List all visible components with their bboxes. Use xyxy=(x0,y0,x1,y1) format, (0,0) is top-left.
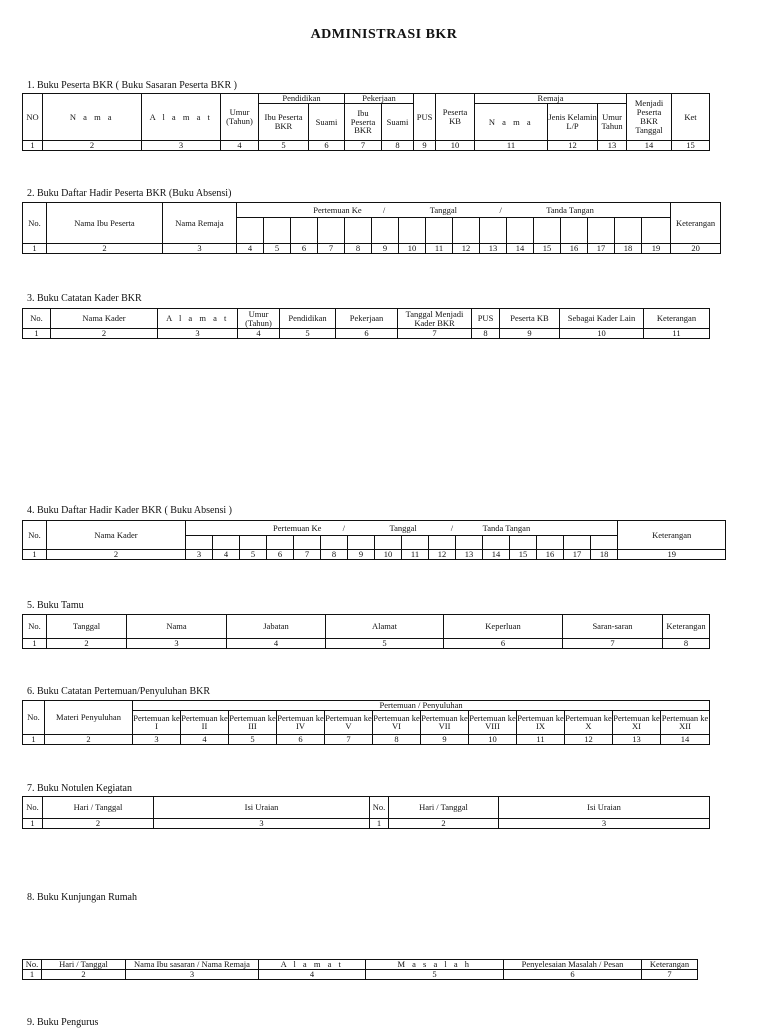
col-remaja: Remaja xyxy=(475,94,627,104)
col-nama: Nama xyxy=(127,615,227,639)
blank-cell xyxy=(642,218,671,244)
col-nama-kader: Nama Kader xyxy=(47,521,186,550)
col-pertemuan: Pertemuan ke VI xyxy=(373,710,421,734)
num-cell: 19 xyxy=(618,550,726,560)
col-no: No. xyxy=(23,203,47,244)
num-cell: 11 xyxy=(426,244,453,254)
col-pertemuan: Pertemuan ke IX xyxy=(517,710,565,734)
num-cell: 9 xyxy=(421,734,469,744)
num-cell: 9 xyxy=(372,244,399,254)
col-alamat: A l a m a t xyxy=(142,94,221,141)
num-cell: 3 xyxy=(142,141,221,151)
num-cell: 2 xyxy=(45,734,133,744)
num-cell: 19 xyxy=(642,244,671,254)
col-nama-ibu: Nama Ibu Peserta xyxy=(47,203,163,244)
col-hari-tanggal: Hari / Tanggal xyxy=(42,960,126,970)
blank-cell xyxy=(588,218,615,244)
num-cell: 2 xyxy=(389,819,499,829)
col-kader-lain: Sebagai Kader Lain xyxy=(560,309,644,329)
num-cell: 1 xyxy=(23,734,45,744)
col-pertemuan-group: Pertemuan / Penyuluhan xyxy=(133,701,710,711)
num-cell: 2 xyxy=(47,244,163,254)
col-ket: Ket xyxy=(672,94,710,141)
num-cell: 11 xyxy=(402,550,429,560)
section-2-caption: 2. Buku Daftar Hadir Peserta BKR (Buku Absensi) xyxy=(27,188,232,199)
number-row xyxy=(23,141,710,151)
num-cell: 5 xyxy=(240,550,267,560)
col-jabatan: Jabatan xyxy=(227,615,326,639)
section-5-caption: 5. Buku Tamu xyxy=(27,600,84,611)
col-ibu-peserta-2: Ibu Peserta BKR xyxy=(345,104,382,141)
num-cell: 8 xyxy=(373,734,421,744)
num-cell: 2 xyxy=(43,141,142,151)
num-cell: 3 xyxy=(127,639,227,649)
num-cell: 17 xyxy=(564,550,591,560)
num-cell: 4 xyxy=(238,329,280,339)
col-suami: Suami xyxy=(309,104,345,141)
num-cell: 20 xyxy=(671,244,721,254)
num-cell: 8 xyxy=(345,244,372,254)
col-umur: Umur (Tahun) xyxy=(238,309,280,329)
num-cell: 13 xyxy=(613,734,661,744)
num-cell: 10 xyxy=(560,329,644,339)
num-cell: 7 xyxy=(294,550,321,560)
blank-cell xyxy=(402,536,429,550)
col-pus: PUS xyxy=(472,309,500,329)
col-remaja-nama: N a m a xyxy=(475,104,548,141)
section-6-caption: 6. Buku Catatan Pertemuan/Penyuluhan BKR xyxy=(27,686,211,697)
num-cell: 1 xyxy=(23,329,51,339)
blank-cell xyxy=(510,536,537,550)
section-1-caption: 1. Buku Peserta BKR ( Buku Sasaran Peserta BKR ) xyxy=(27,80,237,91)
num-cell: 11 xyxy=(475,141,548,151)
blank-cell xyxy=(294,536,321,550)
col-no: No. xyxy=(23,701,45,735)
number-row xyxy=(23,329,710,339)
col-menjadi-peserta: Menjadi Peserta BKR Tanggal xyxy=(627,94,672,141)
col-pertemuan: Pertemuan ke III xyxy=(229,710,277,734)
blank-cell xyxy=(429,536,456,550)
num-cell: 14 xyxy=(507,244,534,254)
catatan-kader-table xyxy=(22,308,710,339)
section-3-caption: 3. Buku Catatan Kader BKR xyxy=(27,293,142,304)
col-keterangan: Keterangan xyxy=(642,960,698,970)
col-materi: Materi Penyuluhan xyxy=(45,701,133,735)
col-nama-kader: Nama Kader xyxy=(51,309,158,329)
blank-cell xyxy=(321,536,348,550)
col-pertemuan: Pertemuan ke IV xyxy=(277,710,325,734)
col-pertemuan: Pertemuan ke I xyxy=(133,710,181,734)
num-cell: 9 xyxy=(348,550,375,560)
num-cell: 15 xyxy=(534,244,561,254)
num-cell: 12 xyxy=(548,141,598,151)
col-pertemuan: Pertemuan ke VIII xyxy=(469,710,517,734)
num-cell: 4 xyxy=(259,970,366,980)
col-hari-tanggal-2: Hari / Tanggal xyxy=(389,797,499,819)
section-7-caption: 7. Buku Notulen Kegiatan xyxy=(27,783,132,794)
blank-cell xyxy=(267,536,294,550)
number-row xyxy=(23,550,726,560)
col-pertemuan: Pertemuan ke II xyxy=(181,710,229,734)
number-row xyxy=(23,970,698,980)
num-cell: 10 xyxy=(375,550,402,560)
num-cell: 4 xyxy=(181,734,229,744)
num-cell: 1 xyxy=(23,550,47,560)
num-cell: 10 xyxy=(399,244,426,254)
num-cell: 1 xyxy=(23,141,43,151)
number-row xyxy=(23,734,710,744)
num-cell: 3 xyxy=(186,550,213,560)
col-saran: Saran-saran xyxy=(563,615,663,639)
catatan-pertemuan-table xyxy=(22,700,710,745)
num-cell: 8 xyxy=(321,550,348,560)
num-cell: 5 xyxy=(229,734,277,744)
num-cell: 1 xyxy=(23,244,47,254)
num-cell: 15 xyxy=(672,141,710,151)
num-cell: 2 xyxy=(42,970,126,980)
num-cell: 2 xyxy=(43,819,154,829)
num-cell: 15 xyxy=(510,550,537,560)
blank-cell xyxy=(291,218,318,244)
col-pertemuan-tanggal-ttd: Pertemuan Ke / Tanggal / Tanda Tangan xyxy=(186,521,618,536)
notulen-table xyxy=(22,796,710,829)
num-cell: 3 xyxy=(158,329,238,339)
num-cell: 5 xyxy=(259,141,309,151)
num-cell: 16 xyxy=(537,550,564,560)
section-4-caption: 4. Buku Daftar Hadir Kader BKR ( Buku Absensi ) xyxy=(27,505,232,516)
num-cell: 7 xyxy=(642,970,698,980)
blank-cell xyxy=(483,536,510,550)
num-cell: 2 xyxy=(47,639,127,649)
col-jenis-kelamin: Jenis Kelamin L/P xyxy=(548,104,598,141)
col-pertemuan: Pertemuan ke X xyxy=(565,710,613,734)
col-pertemuan: Pertemuan ke VII xyxy=(421,710,469,734)
num-cell: 7 xyxy=(563,639,663,649)
num-cell: 14 xyxy=(627,141,672,151)
num-cell: 12 xyxy=(429,550,456,560)
col-pendidikan: Pendidikan xyxy=(280,309,336,329)
num-cell: 2 xyxy=(51,329,158,339)
num-cell: 7 xyxy=(345,141,382,151)
col-keterangan: Keterangan xyxy=(663,615,710,639)
num-cell: 16 xyxy=(561,244,588,254)
col-nama-ibu-remaja: Nama Ibu sasaran / Nama Remaja xyxy=(126,960,259,970)
blank-cell xyxy=(372,218,399,244)
col-alamat: Alamat xyxy=(326,615,444,639)
num-cell: 3 xyxy=(126,970,259,980)
num-cell: 13 xyxy=(598,141,627,151)
col-no: No. xyxy=(23,797,43,819)
num-cell: 1 xyxy=(23,819,43,829)
daftar-hadir-peserta-table xyxy=(22,202,721,254)
col-keterangan: Keterangan xyxy=(644,309,710,329)
num-cell: 9 xyxy=(414,141,436,151)
col-masalah: M a s a l a h xyxy=(366,960,504,970)
num-cell: 1 xyxy=(370,819,389,829)
col-keterangan: Keterangan xyxy=(618,521,726,550)
num-cell: 3 xyxy=(154,819,370,829)
num-cell: 7 xyxy=(318,244,345,254)
col-pendidikan: Pendidikan xyxy=(259,94,345,104)
number-row xyxy=(23,244,721,254)
num-cell: 4 xyxy=(221,141,259,151)
blank-cell xyxy=(480,218,507,244)
num-cell: 6 xyxy=(277,734,325,744)
col-alamat: A l a m a t xyxy=(158,309,238,329)
col-nama: N a m a xyxy=(43,94,142,141)
section-8-caption: 8. Buku Kunjungan Rumah xyxy=(27,892,137,903)
num-cell: 8 xyxy=(472,329,500,339)
num-cell: 5 xyxy=(326,639,444,649)
blank-cell xyxy=(564,536,591,550)
blank-cell xyxy=(318,218,345,244)
num-cell: 10 xyxy=(469,734,517,744)
num-cell: 18 xyxy=(615,244,642,254)
col-alamat: A l a m a t xyxy=(259,960,366,970)
col-tanggal-menjadi: Tanggal Menjadi Kader BKR xyxy=(398,309,472,329)
blank-cell xyxy=(456,536,483,550)
num-cell: 4 xyxy=(237,244,264,254)
blank-cell xyxy=(186,536,213,550)
blank-cell xyxy=(453,218,480,244)
blank-cell xyxy=(213,536,240,550)
col-penyelesaian: Penyelesaian Masalah / Pesan xyxy=(504,960,642,970)
num-cell: 3 xyxy=(163,244,237,254)
num-cell: 13 xyxy=(480,244,507,254)
col-peserta-kb: Peserta KB xyxy=(436,94,475,141)
blank-cell xyxy=(264,218,291,244)
number-row xyxy=(23,819,710,829)
num-cell: 3 xyxy=(133,734,181,744)
col-isi-uraian-2: Isi Uraian xyxy=(499,797,710,819)
col-ibu-peserta: Ibu Peserta BKR xyxy=(259,104,309,141)
blank-cell xyxy=(507,218,534,244)
col-pertemuan: Pertemuan ke XI xyxy=(613,710,661,734)
num-cell: 18 xyxy=(591,550,618,560)
num-cell: 17 xyxy=(588,244,615,254)
col-peserta-kb: Peserta KB xyxy=(500,309,560,329)
col-no: No. xyxy=(23,521,47,550)
col-no: No. xyxy=(23,615,47,639)
col-keterangan: Keterangan xyxy=(671,203,721,244)
num-cell: 6 xyxy=(336,329,398,339)
num-cell: 1 xyxy=(23,970,42,980)
num-cell: 11 xyxy=(517,734,565,744)
blank-cell xyxy=(345,218,372,244)
num-cell: 13 xyxy=(456,550,483,560)
document-title: ADMINISTRASI BKR xyxy=(310,27,458,42)
number-row xyxy=(23,639,710,649)
num-cell: 4 xyxy=(213,550,240,560)
num-cell: 6 xyxy=(291,244,318,254)
num-cell: 2 xyxy=(47,550,186,560)
buku-tamu-table xyxy=(22,614,710,649)
col-pekerjaan: Pekerjaan xyxy=(345,94,414,104)
col-pertemuan-tanggal-ttd: Pertemuan Ke / Tanggal / Tanda Tangan xyxy=(237,203,671,218)
col-no: No. xyxy=(23,960,42,970)
num-cell: 14 xyxy=(483,550,510,560)
kunjungan-rumah-table xyxy=(22,959,698,980)
col-remaja-umur: Umur Tahun xyxy=(598,104,627,141)
num-cell: 6 xyxy=(267,550,294,560)
num-cell: 7 xyxy=(325,734,373,744)
num-cell: 6 xyxy=(504,970,642,980)
blank-cell xyxy=(348,536,375,550)
col-pertemuan: Pertemuan ke V xyxy=(325,710,373,734)
num-cell: 8 xyxy=(382,141,414,151)
num-cell: 6 xyxy=(309,141,345,151)
col-umur: Umur (Tahun) xyxy=(221,94,259,141)
col-keperluan: Keperluan xyxy=(444,615,563,639)
col-isi-uraian: Isi Uraian xyxy=(154,797,370,819)
num-cell: 10 xyxy=(436,141,475,151)
blank-cell xyxy=(375,536,402,550)
num-cell: 7 xyxy=(398,329,472,339)
blank-cell xyxy=(426,218,453,244)
num-cell: 14 xyxy=(661,734,710,744)
col-pertemuan: Pertemuan ke XII xyxy=(661,710,710,734)
col-no: NO xyxy=(23,94,43,141)
num-cell: 9 xyxy=(500,329,560,339)
col-tanggal: Tanggal xyxy=(47,615,127,639)
num-cell: 11 xyxy=(644,329,710,339)
num-cell: 4 xyxy=(227,639,326,649)
section-9-caption: 9. Buku Pengurus xyxy=(27,1017,99,1028)
num-cell: 8 xyxy=(663,639,710,649)
num-cell: 12 xyxy=(565,734,613,744)
buku-peserta-table xyxy=(22,93,710,151)
col-pekerjaan: Pekerjaan xyxy=(336,309,398,329)
num-cell: 5 xyxy=(280,329,336,339)
blank-cell xyxy=(399,218,426,244)
daftar-hadir-kader-table xyxy=(22,520,726,560)
col-hari-tanggal: Hari / Tanggal xyxy=(43,797,154,819)
blank-cell xyxy=(537,536,564,550)
blank-cell xyxy=(237,218,264,244)
blank-cell xyxy=(534,218,561,244)
col-pus: PUS xyxy=(414,94,436,141)
col-suami-2: Suami xyxy=(382,104,414,141)
col-no: No. xyxy=(23,309,51,329)
num-cell: 5 xyxy=(264,244,291,254)
num-cell: 1 xyxy=(23,639,47,649)
num-cell: 5 xyxy=(366,970,504,980)
blank-cell xyxy=(561,218,588,244)
blank-cell xyxy=(240,536,267,550)
num-cell: 6 xyxy=(444,639,563,649)
col-nama-remaja: Nama Remaja xyxy=(163,203,237,244)
num-cell: 12 xyxy=(453,244,480,254)
num-cell: 3 xyxy=(499,819,710,829)
col-no-2: No. xyxy=(370,797,389,819)
blank-cell xyxy=(615,218,642,244)
blank-cell xyxy=(591,536,618,550)
